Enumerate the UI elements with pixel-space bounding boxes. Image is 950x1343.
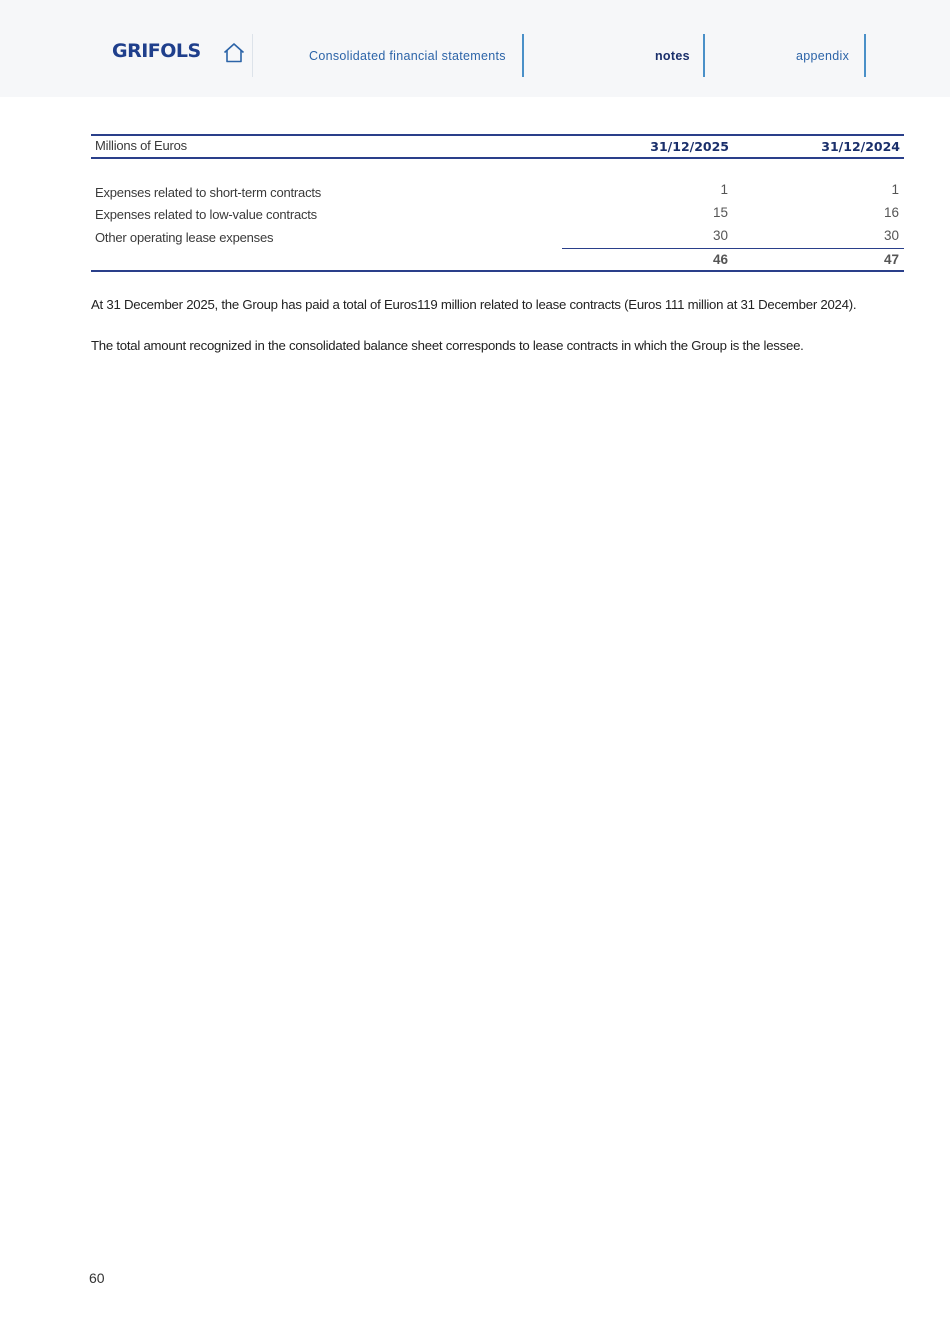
header-divider [864,34,866,77]
table-cell: 15 [712,205,728,220]
header-divider [703,34,705,77]
header-divider [252,34,253,77]
table-top-rule [91,134,904,136]
table-total-cell: 46 [712,252,728,267]
table-cell: 1 [891,182,899,197]
table-total-cell: 47 [883,252,899,267]
header-divider [522,34,524,77]
page-number: 60 [89,1270,105,1286]
table-cell: 30 [712,228,728,243]
subtotal-rule [562,248,904,249]
grifols-logo[interactable]: GRIFOLS [112,40,201,62]
nav-notes[interactable]: notes [655,49,690,63]
table-cell: 30 [883,228,899,243]
home-icon[interactable] [222,41,246,65]
paragraph: The total amount recognized in the consolidated balance sheet corresponds to lease contracts in which the Group is the lessee. [91,338,804,353]
table-header-rule [91,157,904,159]
table-bottom-rule [91,270,904,272]
column-header-2024: 31/12/2024 [821,139,900,154]
nav-consolidated-financial-statements[interactable]: Consolidated financial statements [309,49,506,63]
column-header-2025: 31/12/2025 [650,139,729,154]
table-row-label: Expenses related to short-term contracts [95,185,322,200]
table-cell: 1 [720,182,728,197]
paragraph: At 31 December 2025, the Group has paid a total of Euros119 million related to lease contracts (Euros 111 million at 31 December 2024). [91,297,857,312]
nav-appendix[interactable]: appendix [796,49,850,63]
table-unit-label: Millions of Euros [95,138,187,153]
table-row-label: Expenses related to low-value contracts [95,207,317,222]
table-row-label: Other operating lease expenses [95,230,274,245]
table-cell: 16 [883,205,899,220]
